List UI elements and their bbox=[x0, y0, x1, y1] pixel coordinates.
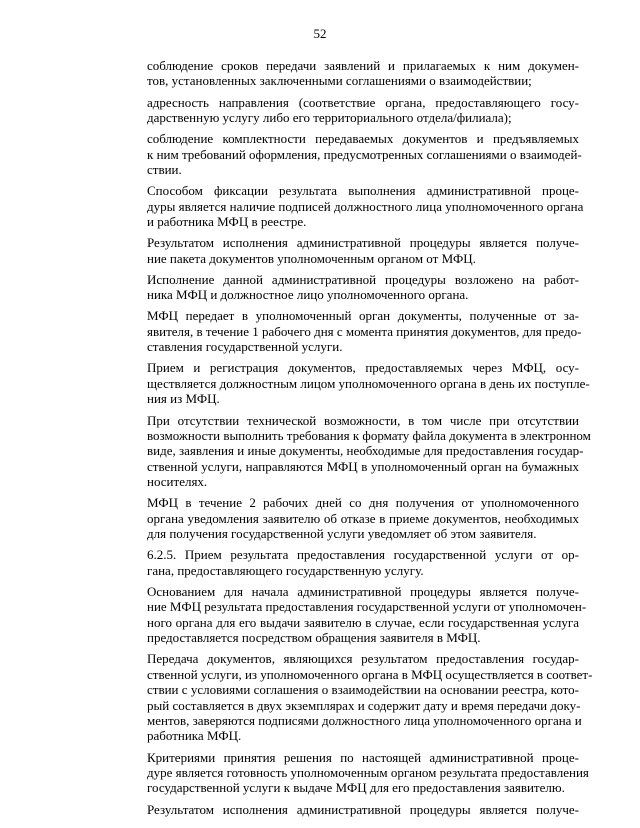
document-body bbox=[118, 58, 593, 823]
paragraph bbox=[118, 183, 584, 230]
text-line: ментов, заверяются подписями должностного лица уполномоченного органа и bbox=[147, 713, 582, 728]
text-line: возможности выполнить требования к формату файла документа в электронном bbox=[147, 427, 591, 443]
text-line: Исполнение данной административной процедуры возложено на работ- bbox=[147, 271, 579, 287]
paragraph bbox=[118, 412, 591, 490]
paragraph bbox=[118, 651, 593, 744]
paragraph bbox=[118, 272, 579, 303]
text-line: ния из МФЦ. bbox=[147, 391, 220, 407]
text-line: Основанием для начала административной процедуры является получе- bbox=[147, 583, 579, 599]
paragraph bbox=[118, 749, 589, 796]
text-line: соблюдение сроков передачи заявлений и прилагаемых к ним докумен- bbox=[147, 58, 579, 73]
text-line: явителя, в течение 1 рабочего дня с момента принятия документов, для предо- bbox=[147, 323, 582, 339]
text-line: ществляется должностным лицом уполномоченного органа в день их поступле- bbox=[147, 375, 590, 391]
paragraph bbox=[118, 308, 582, 355]
text-line: дарственную услугу либо его территориального отдела/филиала); bbox=[147, 110, 512, 126]
text-line: виде, заявления и иные документы, необходимые для предоставления государ- bbox=[147, 443, 584, 459]
paragraph bbox=[118, 95, 579, 126]
text-line: работника МФЦ. bbox=[147, 728, 242, 744]
paragraph bbox=[118, 583, 587, 646]
paragraph bbox=[118, 547, 579, 578]
text-line: дуре является готовность уполномоченным органом результата предоставления bbox=[147, 765, 589, 781]
text-line: При отсутствии технической возможности, в том числе при отсутствии bbox=[147, 412, 579, 428]
paragraph bbox=[118, 58, 579, 89]
paragraph bbox=[118, 495, 579, 541]
paragraph bbox=[118, 235, 579, 266]
text-line: МФЦ передает в уполномоченный орган документы, полученные от за- bbox=[147, 308, 579, 324]
text-line: ника МФЦ и должностное лицо уполномоченного органа. bbox=[147, 287, 469, 303]
text-line: предоставляется посредством обращения заявителя в МФЦ. bbox=[147, 630, 481, 646]
text-line: и работника МФЦ в реестре. bbox=[147, 214, 307, 230]
text-line: рый составляется в двух экземплярах и содержит дату и время передачи доку- bbox=[147, 697, 581, 713]
text-line: Результатом исполнения административной процедуры является получе- bbox=[147, 801, 579, 817]
text-line: МФЦ в течение 2 рабочих дней со дня получения от уполномоченного bbox=[147, 495, 579, 511]
text-line: тов, установленных заключенными соглашениями о взаимодействии; bbox=[147, 73, 532, 89]
text-line: ние МФЦ результата предоставления государственной услуги от уполномочен- bbox=[147, 599, 587, 615]
paragraph bbox=[118, 360, 590, 407]
text-line: Критериями принятия решения по настоящей административной проце- bbox=[147, 749, 579, 765]
text-line: Способом фиксации результата выполнения административной проце- bbox=[147, 183, 579, 199]
paragraph bbox=[118, 802, 579, 817]
text-line: Прием и регистрация документов, предоставляемых через МФЦ, осу- bbox=[147, 360, 579, 376]
text-line: для получения государственной услуги уведомляет об этом заявителя. bbox=[147, 526, 537, 542]
text-line: ствии. bbox=[147, 162, 182, 178]
text-line: Передача документов, являющихся результатом предоставления государ- bbox=[147, 651, 579, 667]
text-line: носителях. bbox=[147, 474, 208, 490]
text-line: к ним требований оформления, предусмотренных соглашениями о взаимодей- bbox=[147, 146, 582, 162]
text-line: ние пакета документов уполномоченным органом от МФЦ. bbox=[147, 250, 476, 266]
text-line: соблюдение комплектности передаваемых документов и предъявляемых bbox=[147, 131, 579, 147]
text-line: государственной услуги к выдаче МФЦ для его предоставления заявителю. bbox=[147, 780, 565, 796]
text-line: ственной услуги, направляются МФЦ в уполномоченный орган на бумажных bbox=[147, 458, 579, 474]
text-line: адресность направления (соответствие органа, предоставляющего госу- bbox=[147, 94, 579, 110]
text-line: ного органа для его выдачи заявителю в случае, если государственная услуга bbox=[147, 614, 579, 630]
text-line: Результатом исполнения административной процедуры является получе- bbox=[147, 235, 579, 251]
text-line: органа уведомления заявителю об отказе в приеме документов, необходимых bbox=[147, 510, 579, 526]
text-line: ственной услуги, из уполномоченного органа в МФЦ осуществляется в соответ- bbox=[147, 666, 593, 682]
text-line: дуры является наличие подписей должностного лица уполномоченного органа bbox=[147, 198, 584, 214]
paragraph bbox=[118, 131, 582, 178]
text-line: 6.2.5. Прием результата предоставления государственной услуги от ор- bbox=[147, 547, 579, 563]
text-line: ставления государственной услуги. bbox=[147, 339, 343, 355]
text-line: гана, предоставляющего государственную услугу. bbox=[147, 562, 424, 578]
page-number: 52 bbox=[313, 26, 327, 41]
text-line: ствии с условиями соглашения о взаимодействии на основании реестра, кото- bbox=[147, 682, 579, 698]
